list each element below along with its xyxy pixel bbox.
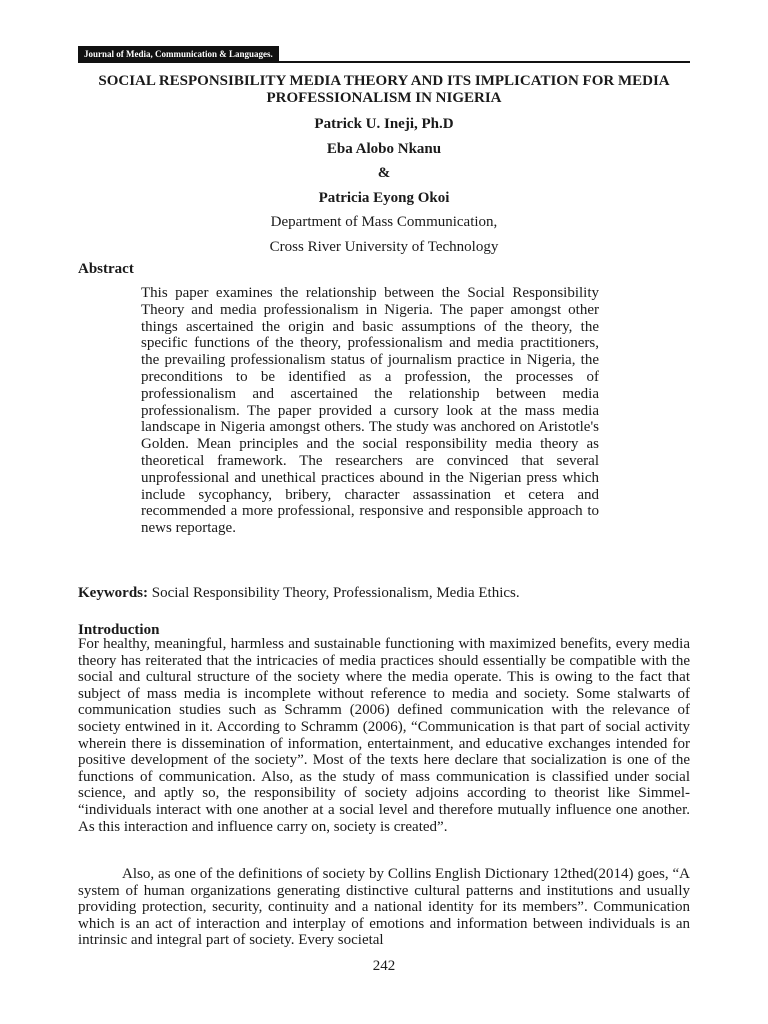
journal-name-tag: Journal of Media, Communication & Languages.: [78, 46, 279, 62]
department: Department of Mass Communication,: [270, 214, 498, 230]
author-1: Patrick U. Ineji, Ph.D: [314, 116, 454, 132]
page-number: 242: [372, 958, 396, 974]
introduction-heading: Introduction: [78, 622, 160, 638]
paper-title: SOCIAL RESPONSIBILITY MEDIA THEORY AND ITS IMPLICATION FOR MEDIA PROFESSIONALISM IN NIGERIA: [98, 73, 670, 106]
author-2: Eba Alobo Nkanu: [326, 140, 442, 157]
abstract-text: This paper examines the relationship between the Social Responsibility Theory and media professionalism in Nigeria. The paper amongst other things ascertained the origin and basic assumptions of the theory, the specific functions of the theory, professionalism and media practitioners, the prevailing professionalism status of journalism practice in Nigeria, the preconditions to be identified as a profession, the processes of professionalism and ascertained the relationship between media professionalism. The paper provided a cursory look at the mass media landscape in Nigeria amongst others. The study was anchored on Aristotle's Golden. Mean principles and the social responsibility media theory as theoretical framework. The researchers are convinced that several unprofessional and unethical practices abound in the Nigerian press which include sycophancy, bribery, character assassination et cetera and recommended a more professional, responsive and responsible approach to news reportage.: [141, 285, 599, 537]
introduction-paragraph-1: For healthy, meaningful, harmless and sustainable functioning with maximized benefits, every media theory has reiterated that the intricacies of media practices should essentially be compatible with the social and cultural structure of the society where the media operate. This is owing to the fact that subject of mass media is incomplete without reference to media and society. Some stalwarts of communication studies such as Schramm (2006) defined communication with the relevance of society entwined in it. According to Schramm (2006), “Communication is that part of social activity wherein there is dissemination of information, entertainment, and educative exchanges intended for positive development of the society”. Most of the texts here declare that socialization is one of the functions of communication. Also, as the study of mass communication is classified under social science, and aptly so, the responsibility of society adjoins according to theorist like Simmel- “individuals interact with one another at a social level and therefore mutually influence one another. As this interaction and influence carry on, society is created”.: [78, 636, 690, 835]
institution: Cross River University of Technology: [269, 238, 499, 255]
author-3: Patricia Eyong Okoi: [318, 189, 450, 206]
keywords-label: Keywords:: [78, 585, 148, 601]
keywords-text: Social Responsibility Theory, Professionalism, Media Ethics.: [151, 585, 520, 601]
author-ampersand: &: [377, 165, 391, 181]
abstract-heading: Abstract: [78, 261, 134, 277]
introduction-paragraph-2: Also, as one of the definitions of society by Collins English Dictionary 12thed(2014) goes, “A system of human organizations generating distinctive cultural patterns and institutions and usually providing protection, security, continuity and a national identity for its members”. Communication which is an act of interaction and interplay of emotions and information between individuals is an intrinsic and integral part of society. Every societal: [78, 866, 690, 949]
author-block: [78, 112, 690, 259]
header-rule: [78, 61, 690, 63]
keywords-line: [78, 585, 520, 602]
